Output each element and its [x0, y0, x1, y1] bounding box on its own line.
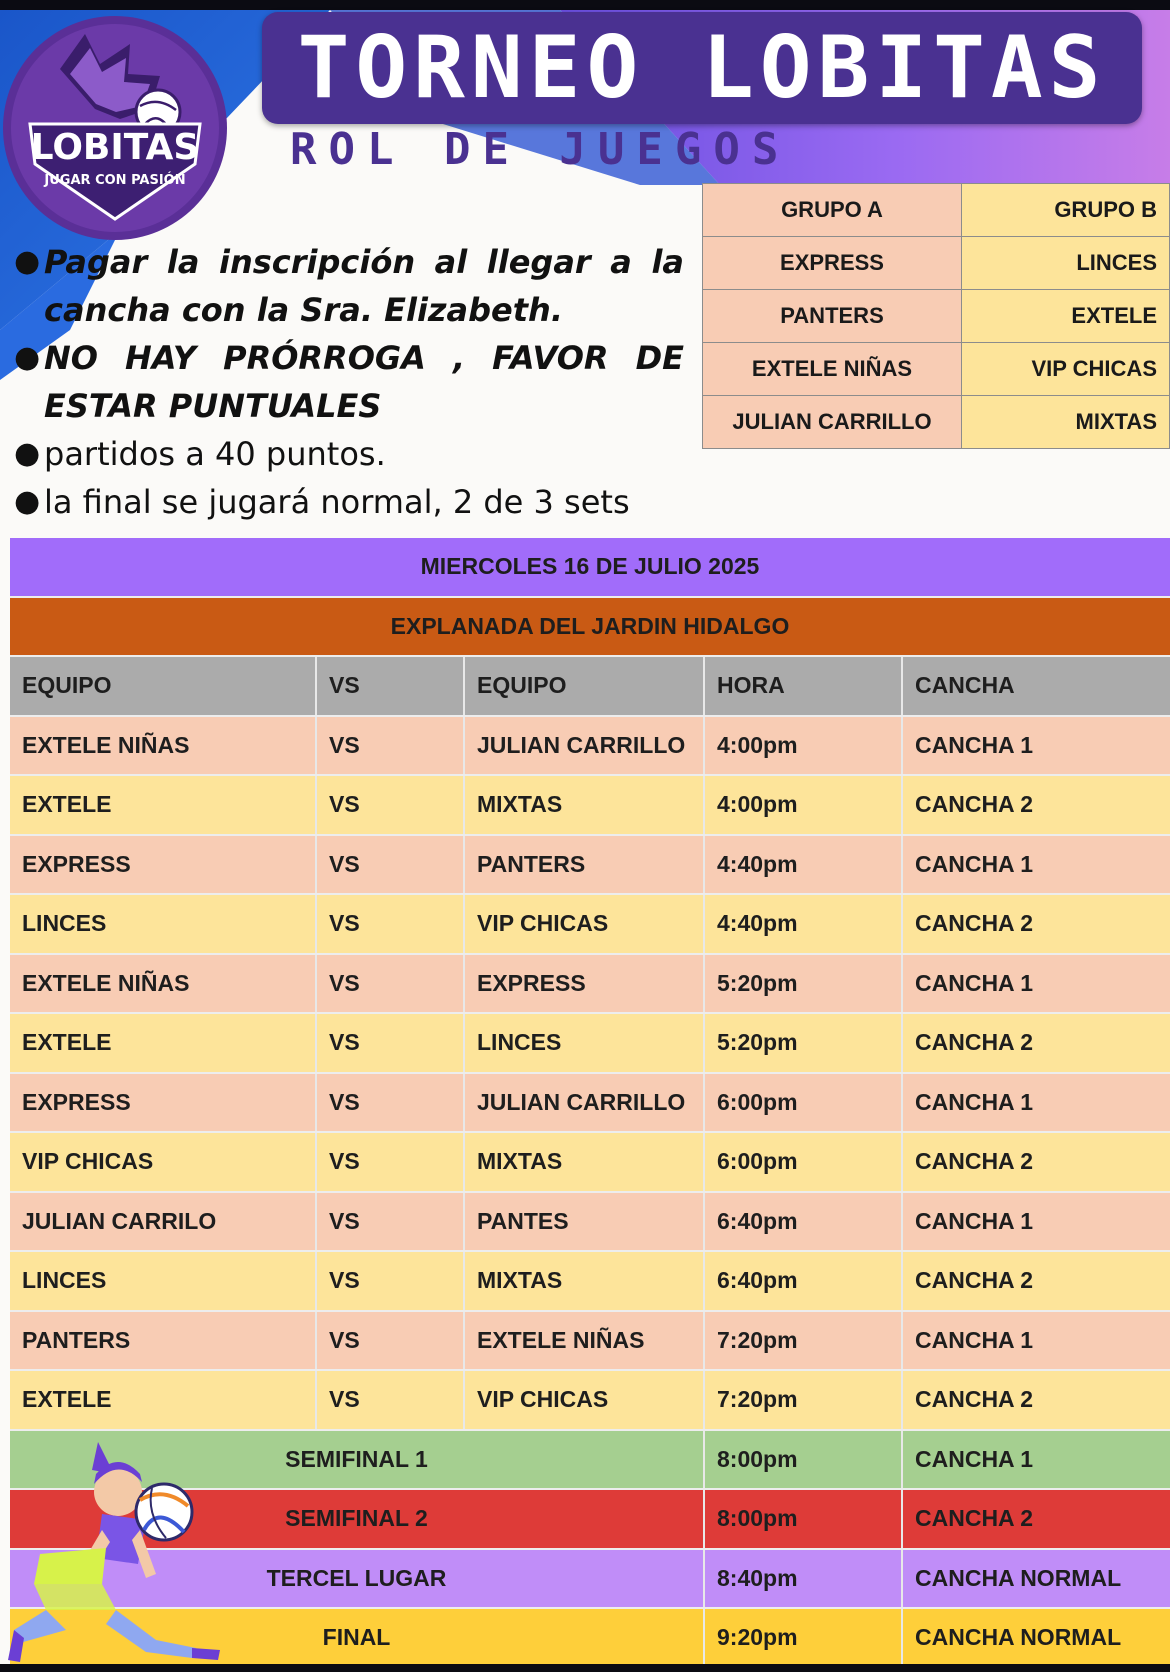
match-time: 6:00pm	[704, 1073, 902, 1133]
schedule-venue: EXPLANADA DEL JARDIN HIDALGO	[10, 597, 1170, 657]
team-home: EXTELE NIÑAS	[10, 716, 316, 776]
vs-label: VS	[316, 775, 464, 835]
team-home: EXTELE	[10, 1370, 316, 1430]
team-away: LINCES	[464, 1013, 704, 1073]
group-b-team: VIP CHICAS	[962, 343, 1170, 396]
match-row	[10, 716, 1170, 776]
team-home: LINCES	[10, 894, 316, 954]
match-court: CANCHA NORMAL	[902, 1549, 1170, 1609]
group-a-team: PANTERS	[703, 290, 962, 343]
column-header: EQUIPO	[10, 656, 316, 716]
match-time: 8:00pm	[704, 1489, 902, 1549]
group-b-header: GRUPO B	[962, 184, 1170, 237]
group-b-team: EXTELE	[962, 290, 1170, 343]
match-court: CANCHA 2	[902, 1370, 1170, 1430]
match-time: 5:20pm	[704, 1013, 902, 1073]
team-away: MIXTAS	[464, 1251, 704, 1311]
match-time: 9:20pm	[704, 1608, 902, 1668]
group-b-team: MIXTAS	[962, 396, 1170, 449]
bullet-icon: ●	[14, 340, 41, 375]
vs-label: VS	[316, 1251, 464, 1311]
match-time: 6:40pm	[704, 1251, 902, 1311]
vs-label: VS	[316, 1013, 464, 1073]
page-subtitle: ROL DE JUEGOS	[290, 124, 791, 175]
bullet-icon: ●	[14, 484, 41, 519]
team-home: EXTELE	[10, 775, 316, 835]
match-court: CANCHA NORMAL	[902, 1608, 1170, 1668]
team-away: MIXTAS	[464, 1132, 704, 1192]
note-item: ● partidos a 40 puntos.	[12, 430, 684, 478]
logo-text: LOBITAS	[30, 127, 200, 168]
match-time: 4:00pm	[704, 775, 902, 835]
groups-header-row	[703, 184, 1170, 237]
match-court: CANCHA 1	[902, 835, 1170, 895]
groups-table	[702, 183, 1170, 449]
match-court: CANCHA 2	[902, 775, 1170, 835]
note-item: ● Pagar la inscripción al llegar a la cancha con la Sra. Elizabeth.	[12, 238, 684, 334]
group-a-team: JULIAN CARRILLO	[703, 396, 962, 449]
vs-label: VS	[316, 1073, 464, 1133]
lobitas-logo	[0, 14, 230, 242]
team-home: EXPRESS	[10, 1073, 316, 1133]
column-header: VS	[316, 656, 464, 716]
match-time: 7:20pm	[704, 1370, 902, 1430]
schedule-date: MIERCOLES 16 DE JULIO 2025	[10, 538, 1170, 597]
final-stage-label: FINAL	[10, 1608, 704, 1668]
match-court: CANCHA 2	[902, 894, 1170, 954]
match-row	[10, 894, 1170, 954]
team-away: JULIAN CARRILLO	[464, 1073, 704, 1133]
match-court: CANCHA 2	[902, 1132, 1170, 1192]
match-time: 4:40pm	[704, 835, 902, 895]
match-court: CANCHA 1	[902, 1192, 1170, 1252]
column-header: EQUIPO	[464, 656, 704, 716]
schedule-date-row	[10, 538, 1170, 597]
match-time: 4:40pm	[704, 894, 902, 954]
bullet-icon: ●	[14, 436, 41, 471]
team-away: PANTERS	[464, 835, 704, 895]
notes-list	[12, 238, 684, 526]
team-away: VIP CHICAS	[464, 1370, 704, 1430]
team-away: PANTES	[464, 1192, 704, 1252]
schedule-venue-row	[10, 597, 1170, 657]
team-away: MIXTAS	[464, 775, 704, 835]
match-court: CANCHA 1	[902, 1073, 1170, 1133]
final-stage-label: TERCEL LUGAR	[10, 1549, 704, 1609]
note-item: ● la final se jugará normal, 2 de 3 sets	[12, 478, 684, 526]
team-away: EXPRESS	[464, 954, 704, 1014]
title-banner	[262, 12, 1142, 124]
vs-label: VS	[316, 716, 464, 776]
team-home: JULIAN CARRILO	[10, 1192, 316, 1252]
group-b-team: LINCES	[962, 237, 1170, 290]
match-time: 7:20pm	[704, 1311, 902, 1371]
vs-label: VS	[316, 1311, 464, 1371]
match-row	[10, 1132, 1170, 1192]
group-a-team: EXPRESS	[703, 237, 962, 290]
match-row	[10, 1370, 1170, 1430]
match-court: CANCHA 1	[902, 716, 1170, 776]
match-time: 6:40pm	[704, 1192, 902, 1252]
group-a-header: GRUPO A	[703, 184, 962, 237]
match-row	[10, 775, 1170, 835]
match-row	[10, 954, 1170, 1014]
vs-label: VS	[316, 1192, 464, 1252]
match-row	[10, 1013, 1170, 1073]
team-home: EXTELE NIÑAS	[10, 954, 316, 1014]
groups-row	[703, 343, 1170, 396]
bottom-border	[0, 1664, 1170, 1672]
vs-label: VS	[316, 1132, 464, 1192]
column-header: HORA	[704, 656, 902, 716]
team-away: VIP CHICAS	[464, 894, 704, 954]
match-row	[10, 1311, 1170, 1371]
match-time: 6:00pm	[704, 1132, 902, 1192]
match-court: CANCHA 1	[902, 1311, 1170, 1371]
note-item: ● NO HAY PRÓRROGA , FAVOR DE ESTAR PUNTUALES	[12, 334, 684, 430]
match-court: CANCHA 2	[902, 1251, 1170, 1311]
bullet-icon: ●	[14, 244, 41, 279]
schedule-header-row	[10, 656, 1170, 716]
team-home: PANTERS	[10, 1311, 316, 1371]
volleyball-player-illustration	[6, 1434, 236, 1666]
group-a-team: EXTELE NIÑAS	[703, 343, 962, 396]
team-away: JULIAN CARRILLO	[464, 716, 704, 776]
vs-label: VS	[316, 894, 464, 954]
groups-row	[703, 237, 1170, 290]
column-header: CANCHA	[902, 656, 1170, 716]
match-time: 8:00pm	[704, 1430, 902, 1490]
team-away: EXTELE NIÑAS	[464, 1311, 704, 1371]
team-home: EXTELE	[10, 1013, 316, 1073]
page-title: TORNEO LOBITAS	[297, 18, 1107, 118]
match-row	[10, 1251, 1170, 1311]
match-court: CANCHA 1	[902, 954, 1170, 1014]
match-court: CANCHA 2	[902, 1489, 1170, 1549]
match-row	[10, 1192, 1170, 1252]
match-time: 4:00pm	[704, 716, 902, 776]
match-time: 8:40pm	[704, 1549, 902, 1609]
team-home: VIP CHICAS	[10, 1132, 316, 1192]
vs-label: VS	[316, 835, 464, 895]
match-row	[10, 835, 1170, 895]
final-stage-label: SEMIFINAL 1	[10, 1430, 704, 1490]
match-court: CANCHA 1	[902, 1430, 1170, 1490]
vs-label: VS	[316, 1370, 464, 1430]
final-stage-label: SEMIFINAL 2	[10, 1489, 704, 1549]
logo-tagline: JUGAR CON PASIÓN	[44, 173, 186, 188]
groups-row	[703, 396, 1170, 449]
team-home: EXPRESS	[10, 835, 316, 895]
vs-label: VS	[316, 954, 464, 1014]
team-home: LINCES	[10, 1251, 316, 1311]
match-court: CANCHA 2	[902, 1013, 1170, 1073]
match-time: 5:20pm	[704, 954, 902, 1014]
groups-row	[703, 290, 1170, 343]
match-row	[10, 1073, 1170, 1133]
